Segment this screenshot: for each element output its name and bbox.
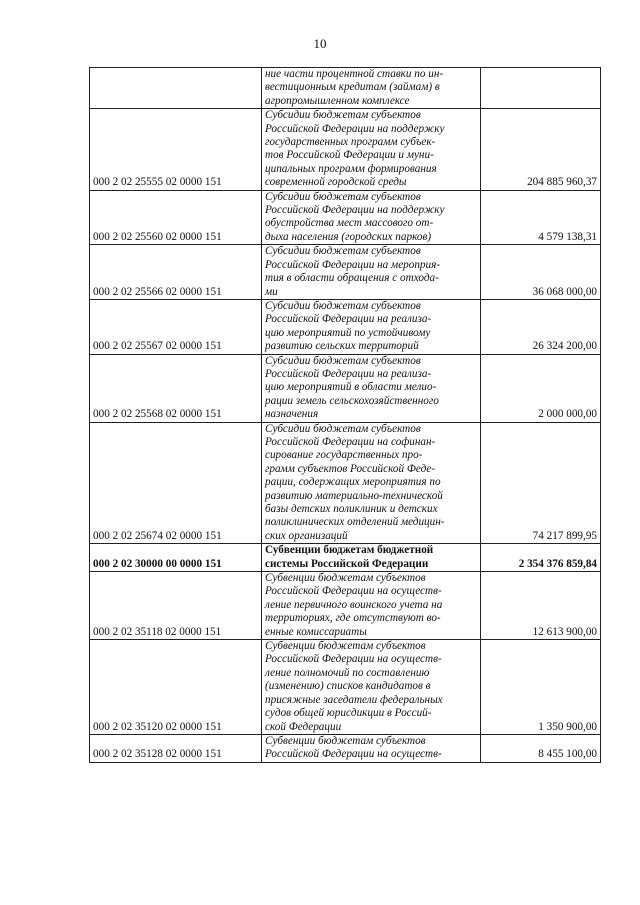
budget-classification-code: 000 2 02 25674 02 0000 151 xyxy=(90,422,262,544)
description-line: ципальных программ формирования xyxy=(265,162,437,175)
amount-rubles: 36 068 000,00 xyxy=(481,245,601,300)
description-line: Субсидии бюджетам субъектов xyxy=(265,245,421,258)
revenue-description xyxy=(262,544,481,572)
table-row xyxy=(90,190,601,245)
description-line: Субвенции бюджетам бюджетной xyxy=(265,544,434,557)
description-line: ских организаций xyxy=(265,529,348,542)
table-row xyxy=(90,245,601,300)
description-line: ской Федерации xyxy=(265,720,342,733)
description-line: вестиционным кредитам (займам) в xyxy=(265,81,440,94)
description-line: рации земель сельскохозяйственного xyxy=(265,394,439,407)
revenue-description xyxy=(262,109,481,190)
revenue-description xyxy=(262,734,481,762)
description-line: Субсидии бюджетам субъектов xyxy=(265,190,421,203)
table-row xyxy=(90,544,601,572)
amount-rubles: 2 000 000,00 xyxy=(481,354,601,422)
description-line: судов общей юрисдикции в Россий- xyxy=(265,707,432,720)
budget-classification-code: 000 2 02 25566 02 0000 151 xyxy=(90,245,262,300)
description-line: ление полномочий по составлению xyxy=(265,666,430,679)
description-line: Российской Федерации на осуществ- xyxy=(265,748,442,761)
budget-classification-code: 000 2 02 25555 02 0000 151 xyxy=(90,109,262,190)
description-line: Субвенции бюджетам субъектов xyxy=(265,734,426,747)
revenue-description xyxy=(262,190,481,245)
budget-classification-code: 000 2 02 35118 02 0000 151 xyxy=(90,572,262,640)
table-row xyxy=(90,422,601,544)
description-line: ление первичного воинского учета на xyxy=(265,598,443,611)
table-row xyxy=(90,299,601,354)
page-number: 10 xyxy=(313,36,327,51)
amount-rubles: 74 217 899,95 xyxy=(481,422,601,544)
description-line: базы детских поликлиник и детских xyxy=(265,503,438,515)
description-line: Российской Федерации на поддержку xyxy=(265,204,445,217)
budget-classification-code: 000 2 02 35120 02 0000 151 xyxy=(90,640,262,735)
revenue-description xyxy=(262,68,481,109)
budget-revenue-table xyxy=(89,67,601,763)
amount-rubles: 8 455 100,00 xyxy=(481,734,601,762)
amount-rubles: 1 350 900,00 xyxy=(481,640,601,735)
description-line: Субвенции бюджетам субъектов xyxy=(265,640,426,653)
description-line: ми xyxy=(265,285,278,298)
description-line: развитию материально-технической xyxy=(265,489,443,502)
description-line: обустройства мест массового от- xyxy=(265,217,434,230)
description-line: тов Российской Федерации и муни- xyxy=(265,149,434,162)
description-line: Российской Федерации на мероприя- xyxy=(265,258,441,271)
description-line: рации, содержащих мероприятия по xyxy=(265,476,441,489)
description-line: (изменению) списков кандидатов в xyxy=(265,680,431,693)
revenue-description xyxy=(262,640,481,735)
revenue-description xyxy=(262,354,481,422)
revenue-description xyxy=(262,299,481,354)
table-row xyxy=(90,572,601,640)
description-line: сирование государственных про- xyxy=(265,449,423,462)
revenue-description xyxy=(262,422,481,544)
description-line: Российской Федерации на реализа- xyxy=(265,313,432,326)
budget-classification-code: 000 2 02 35128 02 0000 151 xyxy=(90,734,262,762)
table-row xyxy=(90,734,601,762)
description-line: дыха населения (городских парков) xyxy=(265,230,432,243)
budget-classification-code: 000 2 02 25567 02 0000 151 xyxy=(90,299,262,354)
amount-rubles: 4 579 138,31 xyxy=(481,190,601,245)
description-line: развитию сельских территорий xyxy=(265,340,419,353)
description-line: современной городской среды xyxy=(265,176,407,189)
description-line: грамм субъектов Российской Феде- xyxy=(265,462,436,475)
table-row xyxy=(90,109,601,190)
description-line: цию мероприятий по устойчивому xyxy=(265,326,431,339)
description-line: присяжные заседатели федеральных xyxy=(265,693,443,706)
budget-classification-code: 000 2 02 30000 00 0000 151 xyxy=(90,544,262,572)
description-line: государственных программ субъек- xyxy=(265,136,436,149)
description-line: ние части процентной ставки по ин- xyxy=(265,68,444,80)
description-line: поликлинических отделений медицин- xyxy=(265,516,445,529)
description-line: тия в области обращения с отхода- xyxy=(265,272,439,285)
table-body xyxy=(90,68,601,763)
budget-classification-code: 000 2 02 25568 02 0000 151 xyxy=(90,354,262,422)
amount-rubles: 26 324 200,00 xyxy=(481,299,601,354)
description-line: Российской Федерации на софинан- xyxy=(265,435,436,448)
description-line: цию мероприятий в области мелио- xyxy=(265,381,437,394)
amount-rubles: 2 354 376 859,84 xyxy=(481,544,601,572)
amount-rubles: 204 885 960,37 xyxy=(481,109,601,190)
budget-classification-code xyxy=(90,68,262,109)
revenue-description xyxy=(262,245,481,300)
table-row xyxy=(90,68,601,109)
revenue-description xyxy=(262,572,481,640)
description-line: Субсидии бюджетам субъектов xyxy=(265,109,421,122)
description-line: Российской Федерации на осуществ- xyxy=(265,653,442,666)
amount-rubles: 12 613 900,00 xyxy=(481,572,601,640)
table-row xyxy=(90,354,601,422)
description-line: Российской Федерации на поддержку xyxy=(265,122,445,135)
description-line: Субсидии бюджетам субъектов xyxy=(265,354,421,367)
description-line: енные комиссариаты xyxy=(265,625,367,638)
description-line: Субсидии бюджетам субъектов xyxy=(265,422,421,435)
description-line: Субсидии бюджетам субъектов xyxy=(265,299,421,312)
description-line: системы Российской Федерации xyxy=(265,557,429,570)
description-line: агропромышленном комплексе xyxy=(265,94,410,107)
description-line: назначения xyxy=(265,408,319,421)
amount-rubles xyxy=(481,68,601,109)
description-line: территориях, где отсутствуют во- xyxy=(265,612,441,625)
description-line: Субвенции бюджетам субъектов xyxy=(265,572,426,585)
budget-classification-code: 000 2 02 25560 02 0000 151 xyxy=(90,190,262,245)
description-line: Российской Федерации на реализа- xyxy=(265,367,432,380)
description-line: Российской Федерации на осуществ- xyxy=(265,585,442,598)
table-row xyxy=(90,640,601,735)
